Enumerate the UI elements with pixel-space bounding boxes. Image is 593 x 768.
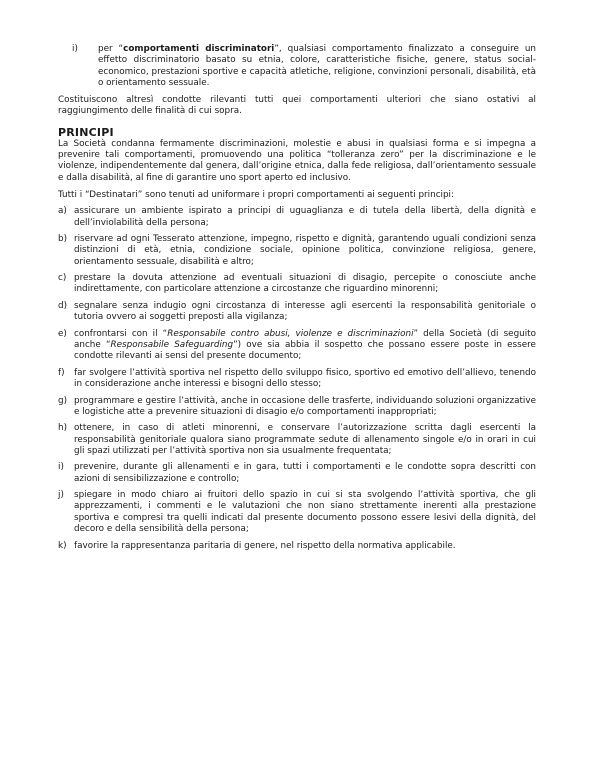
list-item-k [58,541,536,552]
list-item-text [74,329,536,363]
list-item-d [58,301,536,324]
list-item-g [58,396,536,419]
list-item-text: prevenire, durante gli allenamenti e in gara, tutti i comportamenti e le condotte sopra descritti con azioni di sensibilizzazione e controllo; [74,462,536,484]
paragraph-principi: La Società condanna fermamente discriminazioni, molestie e abusi in qualsiasi forma e si impegna a prevenire tali comportamenti, promuovendo una politica “tolleranza zero” per la discriminazione e le violenze, indipendentemente dal genera, dall’origine etnica, dalla fede religiosa, dall’orientamento sessuale e dalla disabilità, al fine di garantire uno sport aperto ed inclusivo. [58,138,536,183]
bold-term: comportamenti discriminatori [123,44,275,54]
list-item-text: far svolgere l’attività sportiva nel rispetto dello sviluppo fisico, sportivo ed emotivo dell’allievo, tenendo in considerazione anche interessi e bisogni dello stesso; [74,367,536,390]
list-item-i-discriminatory-behaviour [58,44,536,89]
section-heading-principi: PRINCIPI [58,125,114,139]
list-marker: i) [72,44,78,54]
paragraph-relevant-conduct: Costituiscono altresì condotte rilevanti tutti quei comportamenti ulteriori che siano ostativi al raggiungimento delle finalità di cui sopra. [58,95,536,117]
italic-role-alias: Responsabile Safeguarding [110,339,234,350]
italic-role-name: Responsabile contro abusi, violenze e discriminazioni [167,328,414,339]
list-marker: f) [58,367,65,378]
list-marker: k) [58,540,67,551]
principles-list [58,206,536,552]
list-marker: b) [58,234,68,245]
text-pre: confrontarsi con il “ [74,328,168,339]
list-item-text: assicurare un ambiente ispirato a principi di uguaglianza e di tutela della libertà, della dignità e dell’inviolabilità della persona; [74,206,536,228]
list-item-text: programmare e gestire l’attività, anche in occasione delle trasferte, individuando soluzioni organizzative e logistiche atte a prevenire situazioni di disagio e/o comportamenti inappropriati; [74,395,536,417]
list-marker: e) [58,328,67,339]
list-item-text: spiegare in modo chiaro ai fruitori dello spazio in cui si sta svolgendo l’attività sportiva, che gli apprezzamenti, i commenti e le valutazioni che non siano strettamente inerenti alla prestazione sportiva e compresi tra quelli indicati dal presente documento possono essere lesivi della dignità, del decoro e della sensibilità della persona; [74,490,536,535]
list-item-text: prestare la dovuta attenzione ad eventuali situazioni di disagio, percepite o conosciute anche indirettamente, con particolare attenzione a circostanze che riguardino minorenni; [74,273,536,295]
list-item-e [58,329,536,363]
list-item-f [58,368,536,391]
text-rest: ”, qualsiasi comportamento finalizzato a conseguire un effetto discriminatorio basato su etnia, colore, caratteristiche fisiche, genere, status social-economico, prestazioni sportive e capacità atletiche, religione, convinzioni personali, disabilità, età o orientamento sessuale. [98,44,537,88]
page-content [58,44,536,557]
list-marker: h) [58,423,68,434]
list-item-text: favorire la rappresentanza paritaria di genere, nel rispetto della normativa applicabile. [74,540,456,551]
paragraph-destinatari-lead: Tutti i “Destinatari” sono tenuti ad uniformare i propri comportamenti ai seguenti principi: [58,189,454,200]
list-item-j [58,490,536,535]
text-post: ”) ove sia abbia il sospetto che possano essere poste in essere condotte rilevanti ai sensi del presente documento; [74,339,536,362]
list-marker: d) [58,300,68,311]
list-item-c [58,273,536,296]
list-item-a [58,206,536,229]
list-marker: j) [58,490,64,501]
list-marker: g) [58,395,68,406]
list-item-h [58,423,536,457]
list-item-text: ottenere, in caso di atleti minorenni, e conservare l’autorizzazione scritta dagli esercenti la responsabilità genitoriale qualora siano programmate sedute di allenamento singole e/o in orari in cui gli spazi utilizzati per l’attività sportiva non sia usualmente frequentata; [74,423,536,456]
list-item-text: riservare ad ogni Tesserato attenzione, impegno, rispetto e dignità, garantendo uguali condizioni senza distinzioni di età, etnia, condizione sociale, opinione politica, convinzione religiosa, genere, orientamento sessuale, disabilità e altro; [74,234,536,267]
list-marker: a) [58,206,67,217]
list-item-text: segnalare senza indugio ogni circostanza di interesse agli esercenti la responsabilità genitoriale o tutoria ovvero ai soggetti preposti alla vigilanza; [74,300,536,323]
list-item-b [58,234,536,268]
list-item-text [98,44,536,89]
list-item-i [58,462,536,485]
list-marker: c) [58,273,67,284]
text-prefix: per “ [98,44,124,54]
text-mid: ” della Società (di seguito anche “ [74,328,536,350]
list-marker: i) [58,462,64,473]
